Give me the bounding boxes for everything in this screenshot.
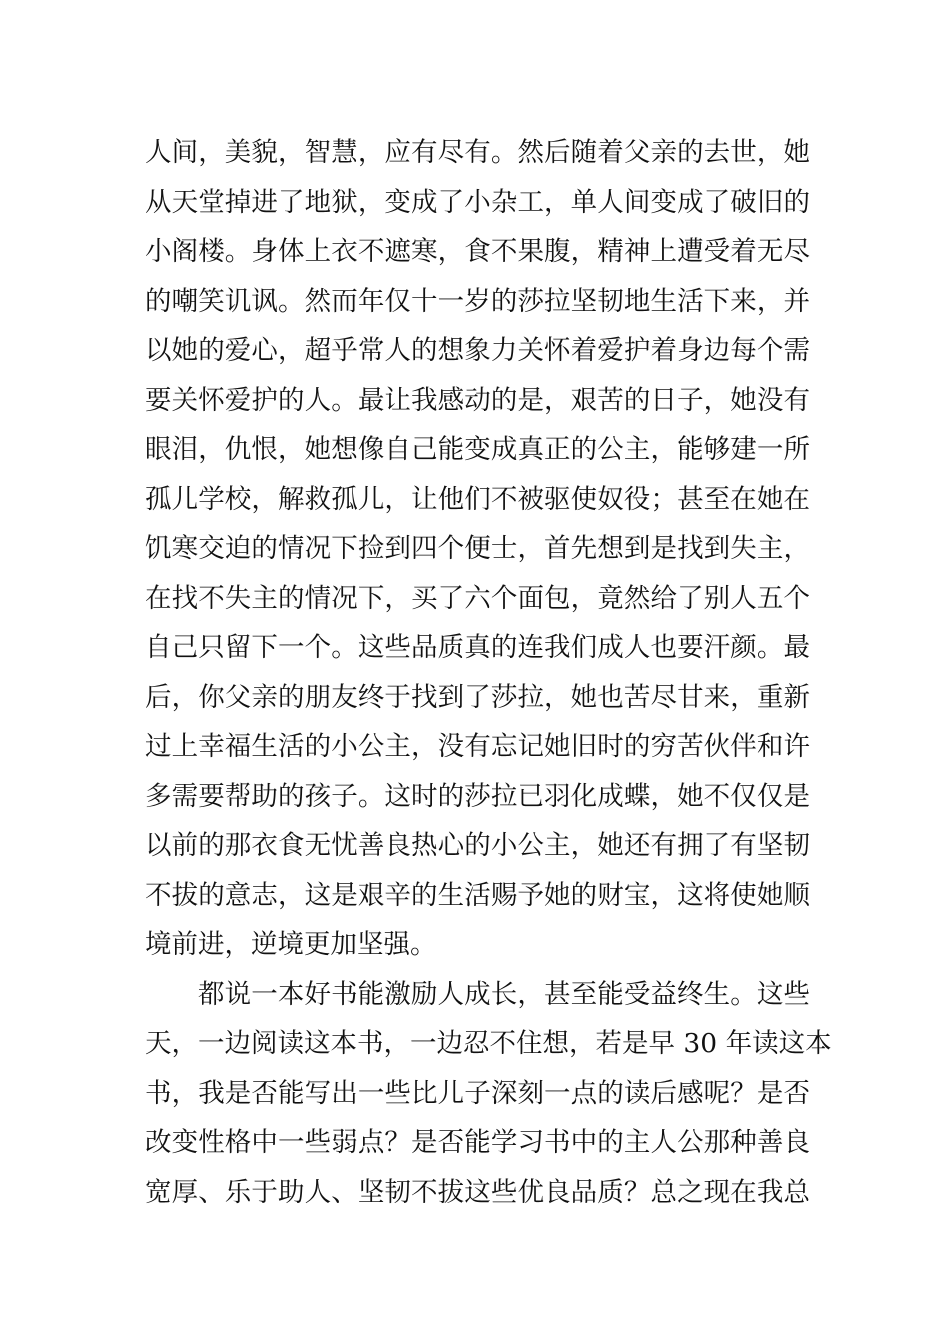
- text-line: 小阁楼。身体上衣不遮寒，食不果腹，精神上遭受着无尽: [145, 236, 810, 267]
- text-line: 宽厚、乐于助人、坚韧不拔这些优良品质？总之现在我总: [145, 1176, 810, 1208]
- text-line: 改变性格中一些弱点？是否能学习书中的主人公那种善良: [145, 1127, 810, 1158]
- text-line: 以前的那衣食无忧善良热心的小公主，她还有拥了有坚韧: [145, 830, 810, 861]
- text-line: 从天堂掉进了地狱，变成了小杂工，单人间变成了破旧的: [145, 186, 810, 218]
- text-line: 不拔的意志，这是艰辛的生活赐予她的财宝，这将使她顺: [145, 879, 810, 911]
- text-line: 都说一本好书能激励人成长，甚至能受益终生。这些: [198, 978, 810, 1010]
- text-line: 过上幸福生活的小公主，没有忘记她旧时的穷苦伙伴和许: [145, 731, 810, 762]
- body-text: [145, 128, 832, 1217]
- text-line: 以她的爱心，超乎常人的想象力关怀着爱护着身边每个需: [145, 335, 810, 366]
- text-line: 在找不失主的情况下，买了六个面包，竟然给了别人五个: [145, 582, 810, 614]
- text-line: 眼泪，仇恨，她想像自己能变成真正的公主，能够建一所: [145, 434, 810, 465]
- text-line: 孤儿学校，解救孤儿，让他们不被驱使奴役；甚至在她在: [145, 483, 810, 515]
- paragraph: [145, 970, 832, 1218]
- text-line: 自己只留下一个。这些品质真的连我们成人也要汗颜。最: [145, 632, 810, 663]
- text-line: 要关怀爱护的人。最让我感动的是，艰苦的日子，她没有: [145, 384, 810, 416]
- text-line: 的嘲笑讥讽。然而年仅十一岁的莎拉坚韧地生活下来，并: [145, 285, 810, 317]
- paragraph: [145, 128, 810, 970]
- text-line: 境前进，逆境更加坚强。: [145, 929, 437, 960]
- text-line: 书，我是否能写出一些比儿子深刻一点的读后感呢？是否: [145, 1077, 810, 1109]
- text-line: 天，一边阅读这本书，一边忍不住想，若是早 30 年读这本: [145, 1028, 832, 1059]
- text-line: 饥寒交迫的情况下捡到四个便士，首先想到是找到失主，: [145, 533, 810, 564]
- text-line: 后，你父亲的朋友终于找到了莎拉，她也苦尽甘来，重新: [145, 681, 810, 713]
- text-line: 人间，美貌，智慧，应有尽有。然后随着父亲的去世，她: [145, 137, 810, 168]
- text-line: 多需要帮助的孩子。这时的莎拉已羽化成蝶，她不仅仅是: [145, 780, 810, 812]
